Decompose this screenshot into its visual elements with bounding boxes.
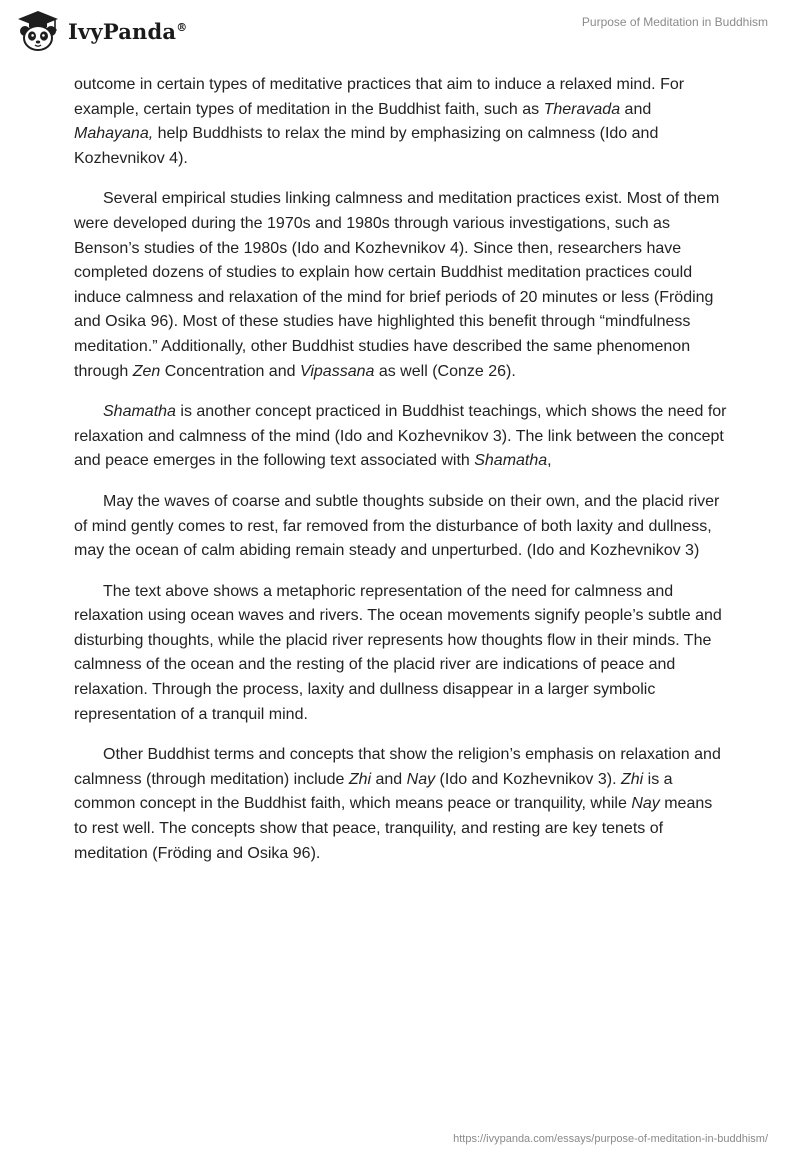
panda-logo-icon bbox=[14, 9, 62, 53]
block-quote: May the waves of coarse and subtle thoughts subside on their own, and the placid river of mind gently comes to rest, far removed from the disturbance of both laxity and dullness, may the ocean of calm abiding remain steady and unperturbed. (Ido and Kozhevnikov 3) bbox=[74, 492, 720, 560]
page-header bbox=[0, 0, 800, 62]
brand-name: IvyPanda® bbox=[68, 18, 188, 44]
paragraph-3: Shamatha is another concept practiced in Buddhist teachings, which shows the need for relaxation and calmness of the mind (Ido and Kozhevnikov 3). The link between the concept and peace emerges in the following text associated with Shamatha, bbox=[74, 403, 727, 470]
ivypanda-logo[interactable] bbox=[14, 9, 187, 53]
document-title: Purpose of Meditation in Buddhism bbox=[581, 15, 768, 29]
source-url-link[interactable]: https://ivypanda.com/essays/purpose-of-meditation-in-buddhism/ bbox=[453, 1133, 768, 1145]
paragraph-1: outcome in certain types of meditative practices that aim to induce a relaxed mind. For example, certain types of meditation in the Buddhist faith, such as Theravada and Mahayana, help Buddhists to relax the mind by emphasizing on calmness (Ido and Kozhevnikov 4). bbox=[74, 76, 685, 167]
paragraph-5: The text above shows a metaphoric representation of the need for calmness and relaxation using ocean waves and rivers. The ocean movements signify people’s subtle and disturbing thoughts, while the placid river represents how thoughts flow in their minds. The calmness of the ocean and the resting of the placid river are indications of peace and relaxation. Through the process, laxity and dullness disappear in a larger symbolic representation of a tranquil mind. bbox=[74, 582, 722, 723]
essay-body bbox=[74, 73, 729, 882]
registered-mark: ® bbox=[176, 20, 188, 34]
paragraph-6: Other Buddhist terms and concepts that show the religion’s emphasis on relaxation and calmness (through meditation) include Zhi and Nay (Ido and Kozhevnikov 3). Zhi is a common concept in the Buddhist faith, which means peace or tranquility, while Nay means to rest well. The concepts show that peace, tranquility, and resting are key tenets of meditation (Fröding and Osika 96). bbox=[74, 746, 721, 862]
paragraph-2: Several empirical studies linking calmness and meditation practices exist. Most of them were developed during the 1970s and 1980s through various investigations, such as Benson’s studies of the 1980s (Ido and Kozhevnikov 4). Since then, researchers have completed dozens of studies to explain how certain Buddhist meditation practices could induce calmness and relaxation of the mind for brief periods of 20 minutes or less (Fröding and Osika 96). Most of these studies have highlighted this benefit through “mindfulness meditation.” Additionally, other Buddhist studies have described the same phenomenon through Zen Concentration and Vipassana as well (Conze 26). bbox=[74, 190, 720, 380]
